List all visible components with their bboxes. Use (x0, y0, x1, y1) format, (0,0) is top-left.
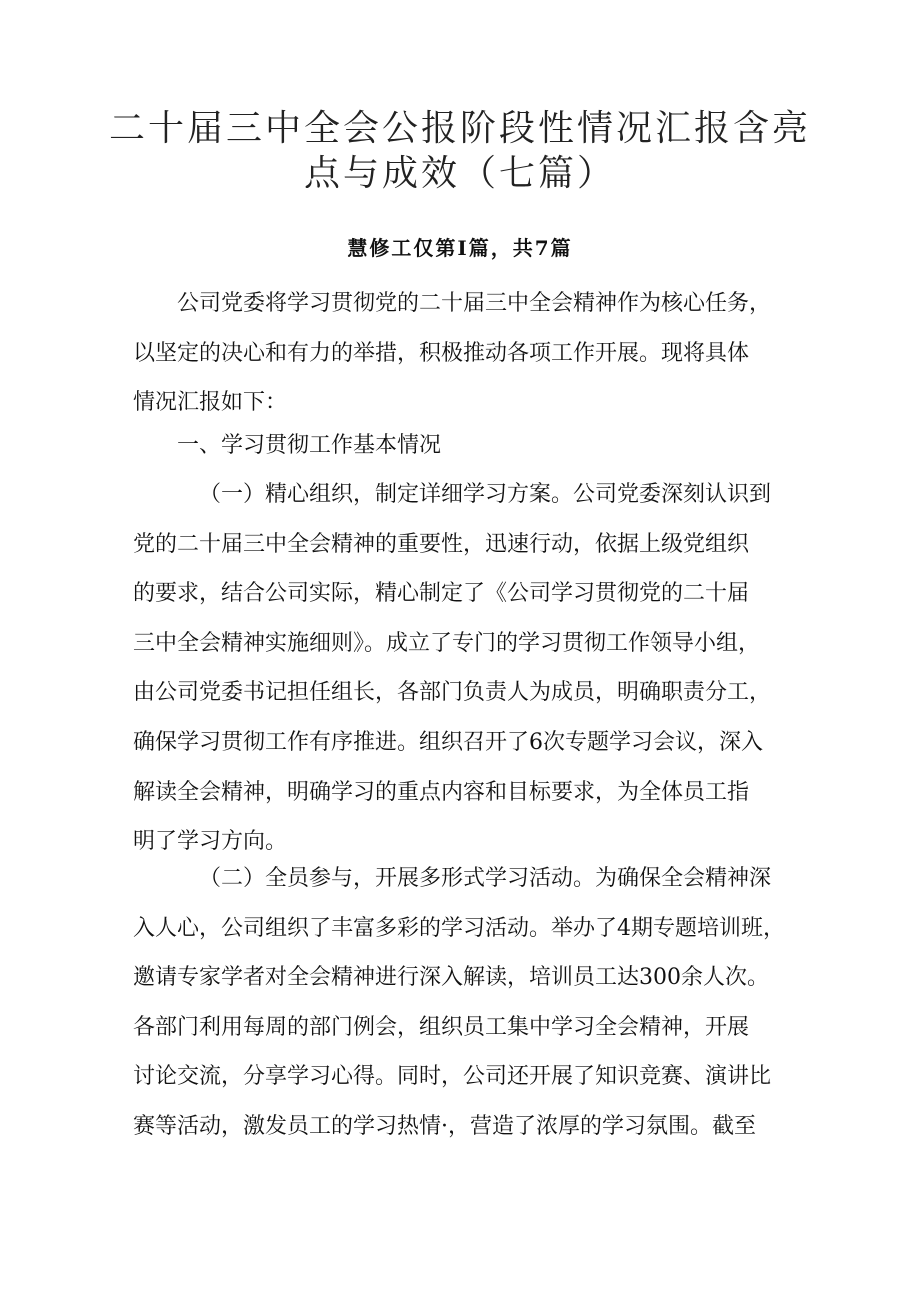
paragraph-line: （二）全员参与，开展多形式学习活动。为确保全会精神深 (199, 866, 772, 891)
paragraph-line: 明了学习方向。 (133, 829, 288, 855)
paragraph-line: 情况汇报如下： (133, 390, 288, 416)
paragraph-line: 讨论交流，分享学习心得。同时，公司还开展了知识竞赛、演讲比 (133, 1064, 772, 1090)
paragraph-line: 解读全会精神，明确学习的重点内容和目标要求，为全体员工指 (133, 779, 750, 805)
paragraph-line: 三中全会精神实施细则》。成立了专门的学习贯彻工作领导小组， (133, 630, 761, 656)
paragraph-line: 党的二十届三中全会精神的重要性，迅速行动，依据上级党组织 (133, 531, 750, 557)
paragraph-line: 入人心，公司组织了丰富多彩的学习活动。举办了4期专题培训班， (133, 915, 785, 941)
document-title-line-1: 二十届三中全会公报阶段性情况汇报含亮 (108, 108, 811, 149)
paragraph-line: 以坚定的决心和有力的举措，积极推动各项工作开展。现将具体 (133, 340, 750, 366)
document-title-line-2: 点与成效（七篇） (303, 153, 616, 194)
paragraph-line: （一）精心组织，制定详细学习方案。公司党委深刻认识到 (199, 482, 772, 507)
document-subtitle: 慧修工仅第Ⅰ篇，共7篇 (347, 236, 573, 260)
intro-paragraph (133, 279, 793, 428)
paragraph-line: 各部门利用每周的部门例会，组织员工集中学习全会精神，开展 (133, 1014, 750, 1040)
section-2-paragraph (133, 854, 793, 1152)
paragraph-line: 赛等活动，激发员工的学习热情·，营造了浓厚的学习氛围。截至 (133, 1113, 756, 1139)
paragraph-line: 的要求，结合公司实际，精心制定了《公司学习贯彻党的二十届 (133, 581, 750, 607)
paragraph-line: 由公司党委书记担任组长，各部门负责人为成员，明确职责分工， (133, 680, 772, 706)
section-1-paragraph (133, 470, 793, 867)
section-heading (133, 421, 793, 471)
paragraph-line: 邀请专家学者对全会精神进行深入解读，培训员工达300余人次。 (133, 965, 769, 991)
paragraph-line: 确保学习贯彻工作有序推进。组织召开了6次专题学习会议，深入 (133, 729, 763, 755)
section-heading-text: 一、学习贯彻工作基本情况 (177, 433, 442, 458)
paragraph-line: 公司党委将学习贯彻党的二十届三中全会精神作为核心任务， (177, 291, 772, 316)
